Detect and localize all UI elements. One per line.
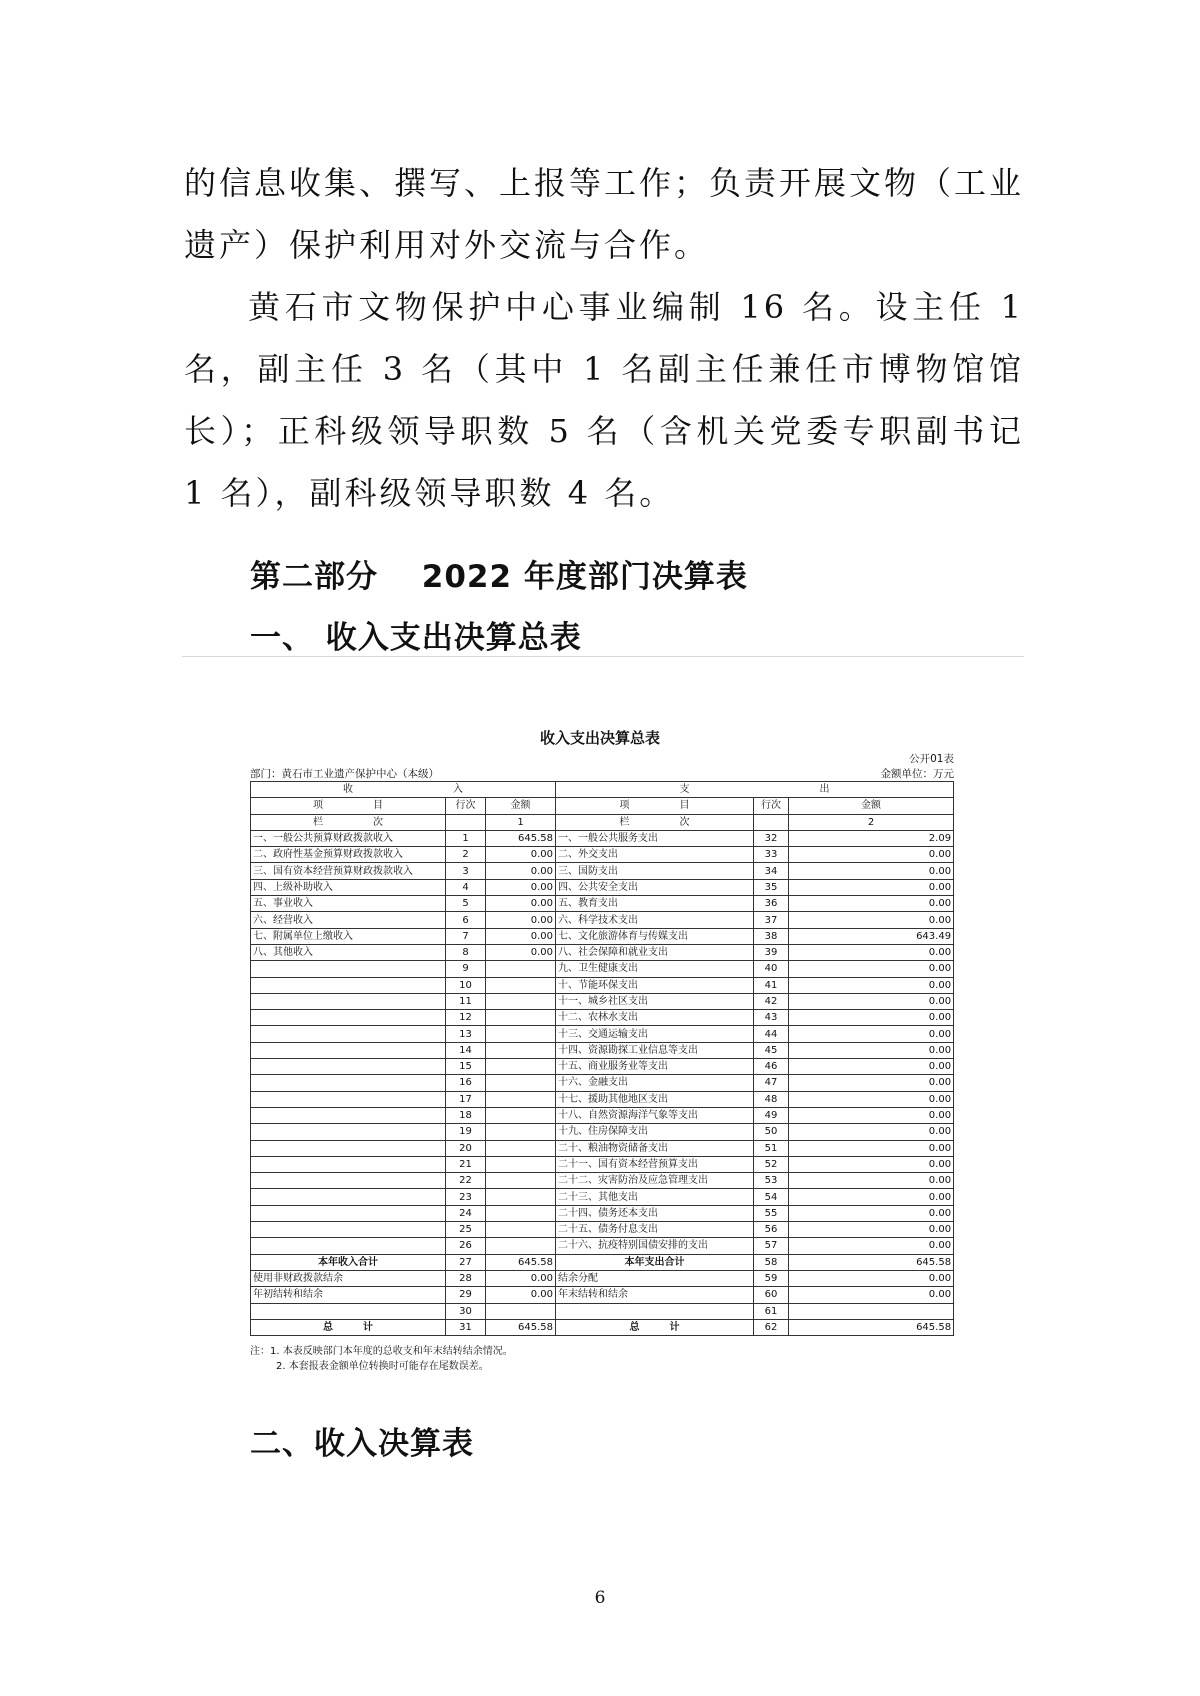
- expense-item: 十二、农林水支出: [556, 1010, 754, 1026]
- expense-lanci: 栏 次: [556, 814, 754, 830]
- income-line: 31: [446, 1319, 486, 1335]
- expense-amount: 0.00: [789, 1173, 954, 1189]
- income-line: 10: [446, 977, 486, 993]
- table-row: [251, 1173, 954, 1189]
- income-line: 15: [446, 1059, 486, 1075]
- expense-item: 八、社会保障和就业支出: [556, 944, 754, 960]
- expense-amount: 645.58: [789, 1254, 954, 1270]
- expense-amount: 0.00: [789, 1270, 954, 1286]
- expense-item: 二十四、债务还本支出: [556, 1205, 754, 1221]
- page-number: 6: [594, 1588, 606, 1608]
- table-row: [251, 1222, 954, 1238]
- income-item: [251, 1205, 446, 1221]
- table-row: [251, 1124, 954, 1140]
- intro-paragraph: 的信息收集、撰写、上报等工作；负责开展文物（工业遗产）保护利用对外交流与合作。: [184, 164, 1025, 264]
- income-amount: [486, 1205, 556, 1221]
- table-row: [251, 830, 954, 846]
- table-row: [251, 1010, 954, 1026]
- expense-line: 48: [754, 1091, 789, 1107]
- income-item: [251, 993, 446, 1009]
- table-unit: 金额单位：万元: [880, 768, 954, 780]
- expense-line: 46: [754, 1059, 789, 1075]
- expense-line: 43: [754, 1010, 789, 1026]
- expense-item: 三、国防支出: [556, 863, 754, 879]
- table-row: [251, 896, 954, 912]
- expense-line: 57: [754, 1238, 789, 1254]
- expense-amount: 0.00: [789, 944, 954, 960]
- income-amount: 0.00: [486, 847, 556, 863]
- income-amount: 0.00: [486, 912, 556, 928]
- income-amount: [486, 1156, 556, 1172]
- expense-item: 总 计: [556, 1319, 754, 1335]
- income-line: 23: [446, 1189, 486, 1205]
- table-code: 公开01表: [909, 753, 954, 765]
- income-line: 16: [446, 1075, 486, 1091]
- table-row: [251, 1189, 954, 1205]
- expense-amount: 0.00: [789, 1156, 954, 1172]
- expense-amount: 0.00: [789, 961, 954, 977]
- expense-amount: 0.00: [789, 879, 954, 895]
- expense-amount: 0.00: [789, 1287, 954, 1303]
- income-line: 22: [446, 1173, 486, 1189]
- income-line: 24: [446, 1205, 486, 1221]
- expense-line: 49: [754, 1107, 789, 1123]
- note-2: 2. 本套报表金额单位转换时可能存在尾数误差。: [276, 1361, 489, 1372]
- expense-line: 40: [754, 961, 789, 977]
- income-line: 12: [446, 1010, 486, 1026]
- expense-item: 二、外交支出: [556, 847, 754, 863]
- expense-item: 十四、资源勘探工业信息等支出: [556, 1042, 754, 1058]
- expense-line: 47: [754, 1075, 789, 1091]
- part-heading: 第二部分 2022 年度部门决算表: [250, 559, 748, 595]
- expense-item: 二十一、国有资本经营预算支出: [556, 1156, 754, 1172]
- income-item: [251, 1026, 446, 1042]
- expense-amount: 0.00: [789, 993, 954, 1009]
- income-amount: [486, 1107, 556, 1123]
- expense-amount: 0.00: [789, 1205, 954, 1221]
- income-col-index: 1: [486, 814, 556, 830]
- table-subheader-row: [251, 798, 954, 814]
- table-row: [251, 1059, 954, 1075]
- income-line: 18: [446, 1107, 486, 1123]
- income-item: 本年收入合计: [251, 1254, 446, 1270]
- expense-amount-header: 金额: [789, 798, 954, 814]
- income-amount: [486, 1173, 556, 1189]
- table-row: [251, 912, 954, 928]
- expense-line: 61: [754, 1303, 789, 1319]
- income-line: 21: [446, 1156, 486, 1172]
- expense-item: 七、文化旅游体育与传媒支出: [556, 928, 754, 944]
- table-row: [251, 1319, 954, 1335]
- expense-line: 51: [754, 1140, 789, 1156]
- expense-item: 九、卫生健康支出: [556, 961, 754, 977]
- income-item: [251, 1107, 446, 1123]
- income-item: 四、上级补助收入: [251, 879, 446, 895]
- expense-line: 38: [754, 928, 789, 944]
- expense-item: 二十、粮油物资储备支出: [556, 1140, 754, 1156]
- income-line: 8: [446, 944, 486, 960]
- income-item: 六、经营收入: [251, 912, 446, 928]
- expense-line: 52: [754, 1156, 789, 1172]
- income-lanci: 栏 次: [251, 814, 446, 830]
- expense-line: 53: [754, 1173, 789, 1189]
- income-item: [251, 1156, 446, 1172]
- income-item: [251, 1059, 446, 1075]
- income-amount: 645.58: [486, 1254, 556, 1270]
- expense-item: 十八、自然资源海洋气象等支出: [556, 1107, 754, 1123]
- expense-item: 二十六、抗疫特别国债安排的支出: [556, 1238, 754, 1254]
- income-line: 26: [446, 1238, 486, 1254]
- income-line: 27: [446, 1254, 486, 1270]
- expense-amount: 0.00: [789, 1059, 954, 1075]
- income-line: 5: [446, 896, 486, 912]
- income-item: 使用非财政拨款结余: [251, 1270, 446, 1286]
- table-notes: [250, 1344, 513, 1374]
- expense-item: 十六、金融支出: [556, 1075, 754, 1091]
- table-row: [251, 977, 954, 993]
- expense-amount: 2.09: [789, 830, 954, 846]
- income-item: 二、政府性基金预算财政拨款收入: [251, 847, 446, 863]
- income-amount: [486, 1091, 556, 1107]
- income-amount: [486, 1010, 556, 1026]
- expense-line: 44: [754, 1026, 789, 1042]
- income-line: 9: [446, 961, 486, 977]
- income-item: [251, 1189, 446, 1205]
- expense-header: 支 出: [556, 782, 954, 798]
- income-amount: 0.00: [486, 896, 556, 912]
- income-line: 6: [446, 912, 486, 928]
- expense-item: 本年支出合计: [556, 1254, 754, 1270]
- income-amount: [486, 977, 556, 993]
- expense-amount: 0.00: [789, 1222, 954, 1238]
- income-item: [251, 1010, 446, 1026]
- table-row: [251, 961, 954, 977]
- table-row: [251, 847, 954, 863]
- expense-line: 39: [754, 944, 789, 960]
- expense-amount: 0.00: [789, 1124, 954, 1140]
- expense-line: 33: [754, 847, 789, 863]
- table-row: [251, 1254, 954, 1270]
- income-amount: [486, 961, 556, 977]
- section-heading-2: 二、收入决算表: [250, 1426, 474, 1462]
- expense-line: 42: [754, 993, 789, 1009]
- expense-line: 32: [754, 830, 789, 846]
- expense-item: 年末结转和结余: [556, 1287, 754, 1303]
- expense-amount: 643.49: [789, 928, 954, 944]
- income-line: 3: [446, 863, 486, 879]
- table-department: 部门：黄石市工业遗产保护中心（本级）: [250, 768, 439, 780]
- income-amount: [486, 1303, 556, 1319]
- table-row: [251, 1026, 954, 1042]
- income-item: [251, 1091, 446, 1107]
- income-line: 7: [446, 928, 486, 944]
- expense-amount: 0.00: [789, 1075, 954, 1091]
- expense-amount: [789, 1303, 954, 1319]
- table-row: [251, 1091, 954, 1107]
- income-item-header: 项 目: [251, 798, 446, 814]
- expense-amount: 0.00: [789, 896, 954, 912]
- table-row: [251, 1287, 954, 1303]
- table-row: [251, 1042, 954, 1058]
- income-line: 2: [446, 847, 486, 863]
- note-1: 注：1. 本表反映部门本年度的总收支和年末结转结余情况。: [250, 1346, 513, 1357]
- expense-line: 60: [754, 1287, 789, 1303]
- expense-line: 58: [754, 1254, 789, 1270]
- table-row: [251, 944, 954, 960]
- income-item: [251, 1303, 446, 1319]
- income-line: 17: [446, 1091, 486, 1107]
- table-title: 收入支出决算总表: [539, 729, 660, 747]
- income-amount: 0.00: [486, 928, 556, 944]
- expense-line: 34: [754, 863, 789, 879]
- table-row: [251, 1156, 954, 1172]
- expense-amount: 0.00: [789, 863, 954, 879]
- table-row: [251, 879, 954, 895]
- expense-amount: 0.00: [789, 847, 954, 863]
- expense-item: 十三、交通运输支出: [556, 1026, 754, 1042]
- income-amount: 0.00: [486, 879, 556, 895]
- expense-line: 41: [754, 977, 789, 993]
- expense-amount: 0.00: [789, 1026, 954, 1042]
- table-row: [251, 1270, 954, 1286]
- income-line: 14: [446, 1042, 486, 1058]
- income-line: 13: [446, 1026, 486, 1042]
- staffing-paragraph: 黄石市文物保护中心事业编制 16 名。设主任 1 名，副主任 3 名（其中 1 名副主任兼任市博物馆馆长）；正科级领导职数 5 名（含机关党委专职副书记 1 名），副科级领导职数 4 名。: [184, 288, 1024, 512]
- income-line: 20: [446, 1140, 486, 1156]
- income-amount: 0.00: [486, 863, 556, 879]
- table-row: [251, 993, 954, 1009]
- expense-item: 结余分配: [556, 1270, 754, 1286]
- expense-item: 五、教育支出: [556, 896, 754, 912]
- expense-line: 36: [754, 896, 789, 912]
- income-item: [251, 977, 446, 993]
- income-amount: [486, 1059, 556, 1075]
- income-item: [251, 1124, 446, 1140]
- expense-item: [556, 1303, 754, 1319]
- income-amount: 0.00: [486, 1270, 556, 1286]
- income-item: 年初结转和结余: [251, 1287, 446, 1303]
- expense-line: 62: [754, 1319, 789, 1335]
- income-line: 19: [446, 1124, 486, 1140]
- income-item: [251, 1173, 446, 1189]
- expense-line: 37: [754, 912, 789, 928]
- income-amount: [486, 1140, 556, 1156]
- income-item: [251, 961, 446, 977]
- income-amount: [486, 1222, 556, 1238]
- income-amount: [486, 1042, 556, 1058]
- divider: [182, 656, 1024, 657]
- income-amount: [486, 1075, 556, 1091]
- income-amount: [486, 1026, 556, 1042]
- table-row: [251, 928, 954, 944]
- income-line: 25: [446, 1222, 486, 1238]
- income-item: [251, 1075, 446, 1091]
- expense-line: 50: [754, 1124, 789, 1140]
- expense-item: 四、公共安全支出: [556, 879, 754, 895]
- income-amount: 0.00: [486, 944, 556, 960]
- table-row: [251, 1205, 954, 1221]
- expense-item: 十、节能环保支出: [556, 977, 754, 993]
- income-item: [251, 1140, 446, 1156]
- income-item: 总 计: [251, 1319, 446, 1335]
- expense-item: 十五、商业服务业等支出: [556, 1059, 754, 1075]
- income-item: 八、其他收入: [251, 944, 446, 960]
- income-amount: [486, 1238, 556, 1254]
- income-expense-table: [250, 781, 954, 1336]
- income-item: [251, 1238, 446, 1254]
- expense-item: 二十二、灾害防治及应急管理支出: [556, 1173, 754, 1189]
- income-line: 30: [446, 1303, 486, 1319]
- expense-item-header: 项 目: [556, 798, 754, 814]
- expense-line: 55: [754, 1205, 789, 1221]
- expense-item: 十九、住房保障支出: [556, 1124, 754, 1140]
- income-amount: [486, 1189, 556, 1205]
- income-line-header: 行次: [446, 798, 486, 814]
- expense-item: 一、一般公共服务支出: [556, 830, 754, 846]
- income-item: 七、附属单位上缴收入: [251, 928, 446, 944]
- table-row: [251, 863, 954, 879]
- table-row: [251, 1107, 954, 1123]
- income-line: 29: [446, 1287, 486, 1303]
- income-item: [251, 1222, 446, 1238]
- section-heading-1: 一、 收入支出决算总表: [250, 620, 582, 656]
- expense-item: 二十三、其他支出: [556, 1189, 754, 1205]
- table-row: [251, 1140, 954, 1156]
- income-line: 11: [446, 993, 486, 1009]
- income-item: 五、事业收入: [251, 896, 446, 912]
- expense-amount: 0.00: [789, 912, 954, 928]
- expense-amount: 0.00: [789, 1107, 954, 1123]
- income-amount: [486, 1124, 556, 1140]
- expense-amount: 645.58: [789, 1319, 954, 1335]
- expense-amount: 0.00: [789, 1189, 954, 1205]
- expense-item: 六、科学技术支出: [556, 912, 754, 928]
- expense-line-header: 行次: [754, 798, 789, 814]
- expense-amount: 0.00: [789, 1010, 954, 1026]
- expense-line: 54: [754, 1189, 789, 1205]
- expense-line: 45: [754, 1042, 789, 1058]
- income-line: 1: [446, 830, 486, 846]
- income-amount-header: 金额: [486, 798, 556, 814]
- expense-line: 59: [754, 1270, 789, 1286]
- expense-col-index: 2: [789, 814, 954, 830]
- table-row: [251, 1238, 954, 1254]
- expense-item: 二十五、债务付息支出: [556, 1222, 754, 1238]
- table-row: [251, 1303, 954, 1319]
- income-amount: 0.00: [486, 1287, 556, 1303]
- expense-item: 十七、援助其他地区支出: [556, 1091, 754, 1107]
- income-amount: 645.58: [486, 1319, 556, 1335]
- income-amount: [486, 993, 556, 1009]
- income-line: 28: [446, 1270, 486, 1286]
- expense-amount: 0.00: [789, 1091, 954, 1107]
- income-line: 4: [446, 879, 486, 895]
- income-header: 收 入: [251, 782, 556, 798]
- expense-amount: 0.00: [789, 1238, 954, 1254]
- expense-amount: 0.00: [789, 977, 954, 993]
- expense-line: 35: [754, 879, 789, 895]
- income-item: 三、国有资本经营预算财政拨款收入: [251, 863, 446, 879]
- income-item: [251, 1042, 446, 1058]
- expense-amount: 0.00: [789, 1042, 954, 1058]
- income-amount: 645.58: [486, 830, 556, 846]
- table-row: [251, 1075, 954, 1091]
- table-column-index-row: [251, 814, 954, 830]
- expense-item: 十一、城乡社区支出: [556, 993, 754, 1009]
- expense-line: 56: [754, 1222, 789, 1238]
- table-header-row: [251, 782, 954, 798]
- expense-amount: 0.00: [789, 1140, 954, 1156]
- income-item: 一、一般公共预算财政拨款收入: [251, 830, 446, 846]
